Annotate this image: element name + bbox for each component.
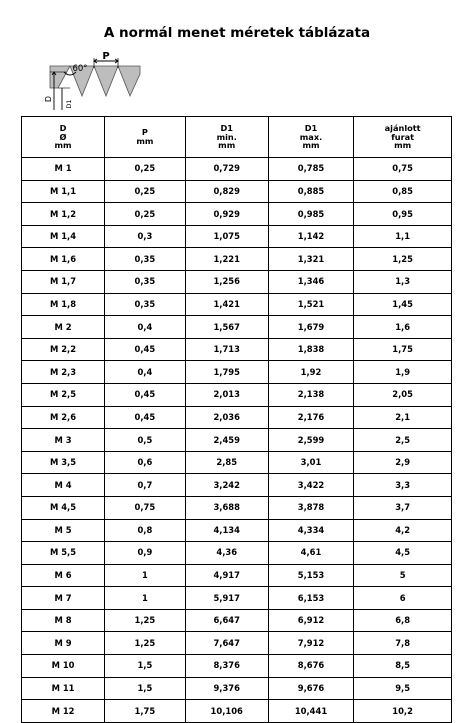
cell-recommended-drill: 1,3	[354, 270, 452, 293]
header-line: max.	[299, 131, 323, 142]
cell-pitch: 0,25	[105, 180, 186, 203]
cell-thread-size: M 8	[22, 609, 105, 632]
cell-thread-size: M 4,5	[22, 496, 105, 519]
cell-recommended-drill: 0,75	[354, 158, 452, 181]
cell-recommended-drill: 7,8	[354, 632, 452, 655]
minor-label: D1	[65, 99, 73, 109]
table-row	[22, 677, 452, 700]
cell-recommended-drill: 1,6	[354, 316, 452, 339]
cell-d1-min: 1,256	[185, 270, 268, 293]
cell-recommended-drill: 1,25	[354, 248, 452, 271]
cell-pitch: 1	[105, 587, 186, 610]
cell-pitch: 0,35	[105, 248, 186, 271]
cell-d1-max: 0,785	[268, 158, 354, 181]
cell-recommended-drill: 2,05	[354, 383, 452, 406]
cell-thread-size: M 9	[22, 632, 105, 655]
cell-d1-max: 6,912	[268, 609, 354, 632]
cell-thread-size: M 2,2	[22, 338, 105, 361]
cell-d1-max: 8,676	[268, 655, 354, 678]
table-row	[22, 383, 452, 406]
table-row	[22, 632, 452, 655]
table-row	[22, 496, 452, 519]
table-row	[22, 293, 452, 316]
cell-d1-min: 0,929	[185, 203, 268, 226]
cell-pitch: 0,45	[105, 406, 186, 429]
cell-pitch: 1,75	[105, 700, 186, 723]
cell-thread-size: M 3	[22, 429, 105, 452]
cell-pitch: 0,45	[105, 383, 186, 406]
cell-d1-min: 0,729	[185, 158, 268, 181]
cell-d1-min: 1,075	[185, 225, 268, 248]
cell-d1-min: 4,36	[185, 542, 268, 565]
cell-d1-max: 1,679	[268, 316, 354, 339]
table-row	[22, 158, 452, 181]
cell-d1-max: 10,441	[268, 700, 354, 723]
header-line: D1	[220, 123, 233, 134]
cell-thread-size: M 1,4	[22, 225, 105, 248]
header-line: Ø	[59, 131, 67, 142]
table-row	[22, 248, 452, 271]
table-row	[22, 587, 452, 610]
cell-pitch: 1,25	[105, 632, 186, 655]
cell-thread-size: M 7	[22, 587, 105, 610]
cell-d1-max: 3,01	[268, 451, 354, 474]
header-line: D1	[304, 123, 318, 134]
cell-d1-max: 5,153	[268, 564, 354, 587]
cell-thread-size: M 6	[22, 564, 105, 587]
cell-thread-size: M 4	[22, 474, 105, 497]
cell-pitch: 1	[105, 564, 186, 587]
cell-recommended-drill: 1,45	[354, 293, 452, 316]
table-row	[22, 519, 452, 542]
cell-d1-min: 7,647	[185, 632, 268, 655]
table-header-row	[22, 117, 452, 158]
cell-thread-size: M 2,5	[22, 383, 105, 406]
cell-pitch: 0,25	[105, 203, 186, 226]
cell-d1-max: 9,676	[268, 677, 354, 700]
cell-thread-size: M 3,5	[22, 451, 105, 474]
cell-d1-max: 0,885	[268, 180, 354, 203]
cell-d1-min: 0,829	[185, 180, 268, 203]
cell-d1-max: 3,422	[268, 474, 354, 497]
cell-thread-size: M 5,5	[22, 542, 105, 565]
cell-thread-size: M 11	[22, 677, 105, 700]
cell-d1-max: 2,176	[268, 406, 354, 429]
page-title: A normál menet méretek táblázata	[103, 25, 371, 41]
table-row	[22, 655, 452, 678]
cell-recommended-drill: 3,3	[354, 474, 452, 497]
cell-d1-max: 2,138	[268, 383, 354, 406]
cell-d1-min: 4,134	[185, 519, 268, 542]
cell-recommended-drill: 0,95	[354, 203, 452, 226]
table-row	[22, 406, 452, 429]
thread-body	[50, 66, 140, 96]
header-line: P	[141, 127, 148, 138]
header-line: mm	[302, 140, 320, 151]
col-header-pitch	[105, 117, 186, 158]
cell-pitch: 0,4	[105, 316, 186, 339]
header-line: mm	[394, 140, 412, 151]
cell-d1-max: 3,878	[268, 496, 354, 519]
table-row	[22, 203, 452, 226]
cell-d1-min: 2,013	[185, 383, 268, 406]
cell-d1-max: 4,334	[268, 519, 354, 542]
cell-d1-min: 3,242	[185, 474, 268, 497]
cell-recommended-drill: 1,75	[354, 338, 452, 361]
cell-pitch: 0,7	[105, 474, 186, 497]
cell-recommended-drill: 6,8	[354, 609, 452, 632]
header-line: min.	[216, 131, 237, 142]
cell-pitch: 0,3	[105, 225, 186, 248]
cell-d1-min: 10,106	[185, 700, 268, 723]
thread-profile-diagram	[40, 52, 150, 114]
cell-thread-size: M 2	[22, 316, 105, 339]
header-line: D	[59, 123, 67, 134]
cell-recommended-drill: 2,5	[354, 429, 452, 452]
cell-d1-max: 1,346	[268, 270, 354, 293]
cell-recommended-drill: 5	[354, 564, 452, 587]
table-row	[22, 338, 452, 361]
cell-d1-min: 1,421	[185, 293, 268, 316]
table-row	[22, 451, 452, 474]
cell-d1-min: 1,713	[185, 338, 268, 361]
cell-recommended-drill: 8,5	[354, 655, 452, 678]
col-header-d1-min	[185, 117, 268, 158]
cell-d1-max: 6,153	[268, 587, 354, 610]
cell-recommended-drill: 1,1	[354, 225, 452, 248]
table-row	[22, 180, 452, 203]
cell-pitch: 0,35	[105, 293, 186, 316]
cell-pitch: 0,4	[105, 361, 186, 384]
table-body	[22, 158, 452, 723]
cell-d1-max: 1,521	[268, 293, 354, 316]
cell-thread-size: M 1,6	[22, 248, 105, 271]
cell-thread-size: M 2,3	[22, 361, 105, 384]
cell-d1-min: 1,221	[185, 248, 268, 271]
cell-d1-min: 1,567	[185, 316, 268, 339]
cell-d1-min: 3,688	[185, 496, 268, 519]
cell-pitch: 0,25	[105, 158, 186, 181]
cell-recommended-drill: 2,9	[354, 451, 452, 474]
header-line: mm	[136, 136, 154, 146]
cell-recommended-drill: 0,85	[354, 180, 452, 203]
cell-thread-size: M 1,1	[22, 180, 105, 203]
table-row	[22, 700, 452, 723]
cell-pitch: 1,5	[105, 655, 186, 678]
cell-pitch: 0,8	[105, 519, 186, 542]
table-row	[22, 270, 452, 293]
table-row	[22, 564, 452, 587]
cell-recommended-drill: 4,2	[354, 519, 452, 542]
cell-d1-max: 1,142	[268, 225, 354, 248]
cell-thread-size: M 1,8	[22, 293, 105, 316]
table-row	[22, 225, 452, 248]
cell-d1-min: 6,647	[185, 609, 268, 632]
cell-pitch: 0,6	[105, 451, 186, 474]
cell-recommended-drill: 10,2	[354, 700, 452, 723]
cell-d1-min: 1,795	[185, 361, 268, 384]
cell-pitch: 0,45	[105, 338, 186, 361]
cell-thread-size: M 1,2	[22, 203, 105, 226]
table-row	[22, 474, 452, 497]
cell-d1-max: 0,985	[268, 203, 354, 226]
angle-label: 60°	[72, 64, 88, 74]
cell-pitch: 0,35	[105, 270, 186, 293]
cell-d1-max: 1,321	[268, 248, 354, 271]
cell-d1-max: 2,599	[268, 429, 354, 452]
cell-d1-max: 1,92	[268, 361, 354, 384]
header-line: furat	[391, 131, 415, 142]
table-row	[22, 361, 452, 384]
header-line: mm	[218, 140, 236, 151]
thread-profile-svg	[40, 52, 150, 114]
pitch-label: P	[102, 52, 110, 62]
cell-d1-max: 4,61	[268, 542, 354, 565]
col-header-recommended-drill	[354, 117, 452, 158]
cell-thread-size: M 1,7	[22, 270, 105, 293]
cell-d1-max: 7,912	[268, 632, 354, 655]
cell-d1-min: 9,376	[185, 677, 268, 700]
cell-d1-min: 2,036	[185, 406, 268, 429]
cell-recommended-drill: 1,9	[354, 361, 452, 384]
cell-recommended-drill: 6	[354, 587, 452, 610]
table-row	[22, 429, 452, 452]
cell-d1-min: 2,85	[185, 451, 268, 474]
cell-d1-min: 4,917	[185, 564, 268, 587]
cell-pitch: 0,5	[105, 429, 186, 452]
cell-recommended-drill: 2,1	[354, 406, 452, 429]
header-line: ajánlott	[384, 123, 421, 134]
cell-pitch: 0,75	[105, 496, 186, 519]
cell-pitch: 1,25	[105, 609, 186, 632]
cell-thread-size: M 10	[22, 655, 105, 678]
table-row	[22, 316, 452, 339]
cell-pitch: 0,9	[105, 542, 186, 565]
col-header-diameter	[22, 117, 105, 158]
cell-thread-size: M 12	[22, 700, 105, 723]
col-header-d1-max	[268, 117, 354, 158]
cell-thread-size: M 2,6	[22, 406, 105, 429]
cell-thread-size: M 1	[22, 158, 105, 181]
cell-d1-min: 8,376	[185, 655, 268, 678]
diameter-label: D	[44, 95, 53, 103]
cell-d1-max: 1,838	[268, 338, 354, 361]
cell-recommended-drill: 4,5	[354, 542, 452, 565]
header-line: mm	[54, 140, 72, 151]
cell-d1-min: 5,917	[185, 587, 268, 610]
table-row	[22, 542, 452, 565]
cell-recommended-drill: 3,7	[354, 496, 452, 519]
cell-thread-size: M 5	[22, 519, 105, 542]
cell-recommended-drill: 9,5	[354, 677, 452, 700]
cell-d1-min: 2,459	[185, 429, 268, 452]
cell-pitch: 1,5	[105, 677, 186, 700]
table-row	[22, 609, 452, 632]
